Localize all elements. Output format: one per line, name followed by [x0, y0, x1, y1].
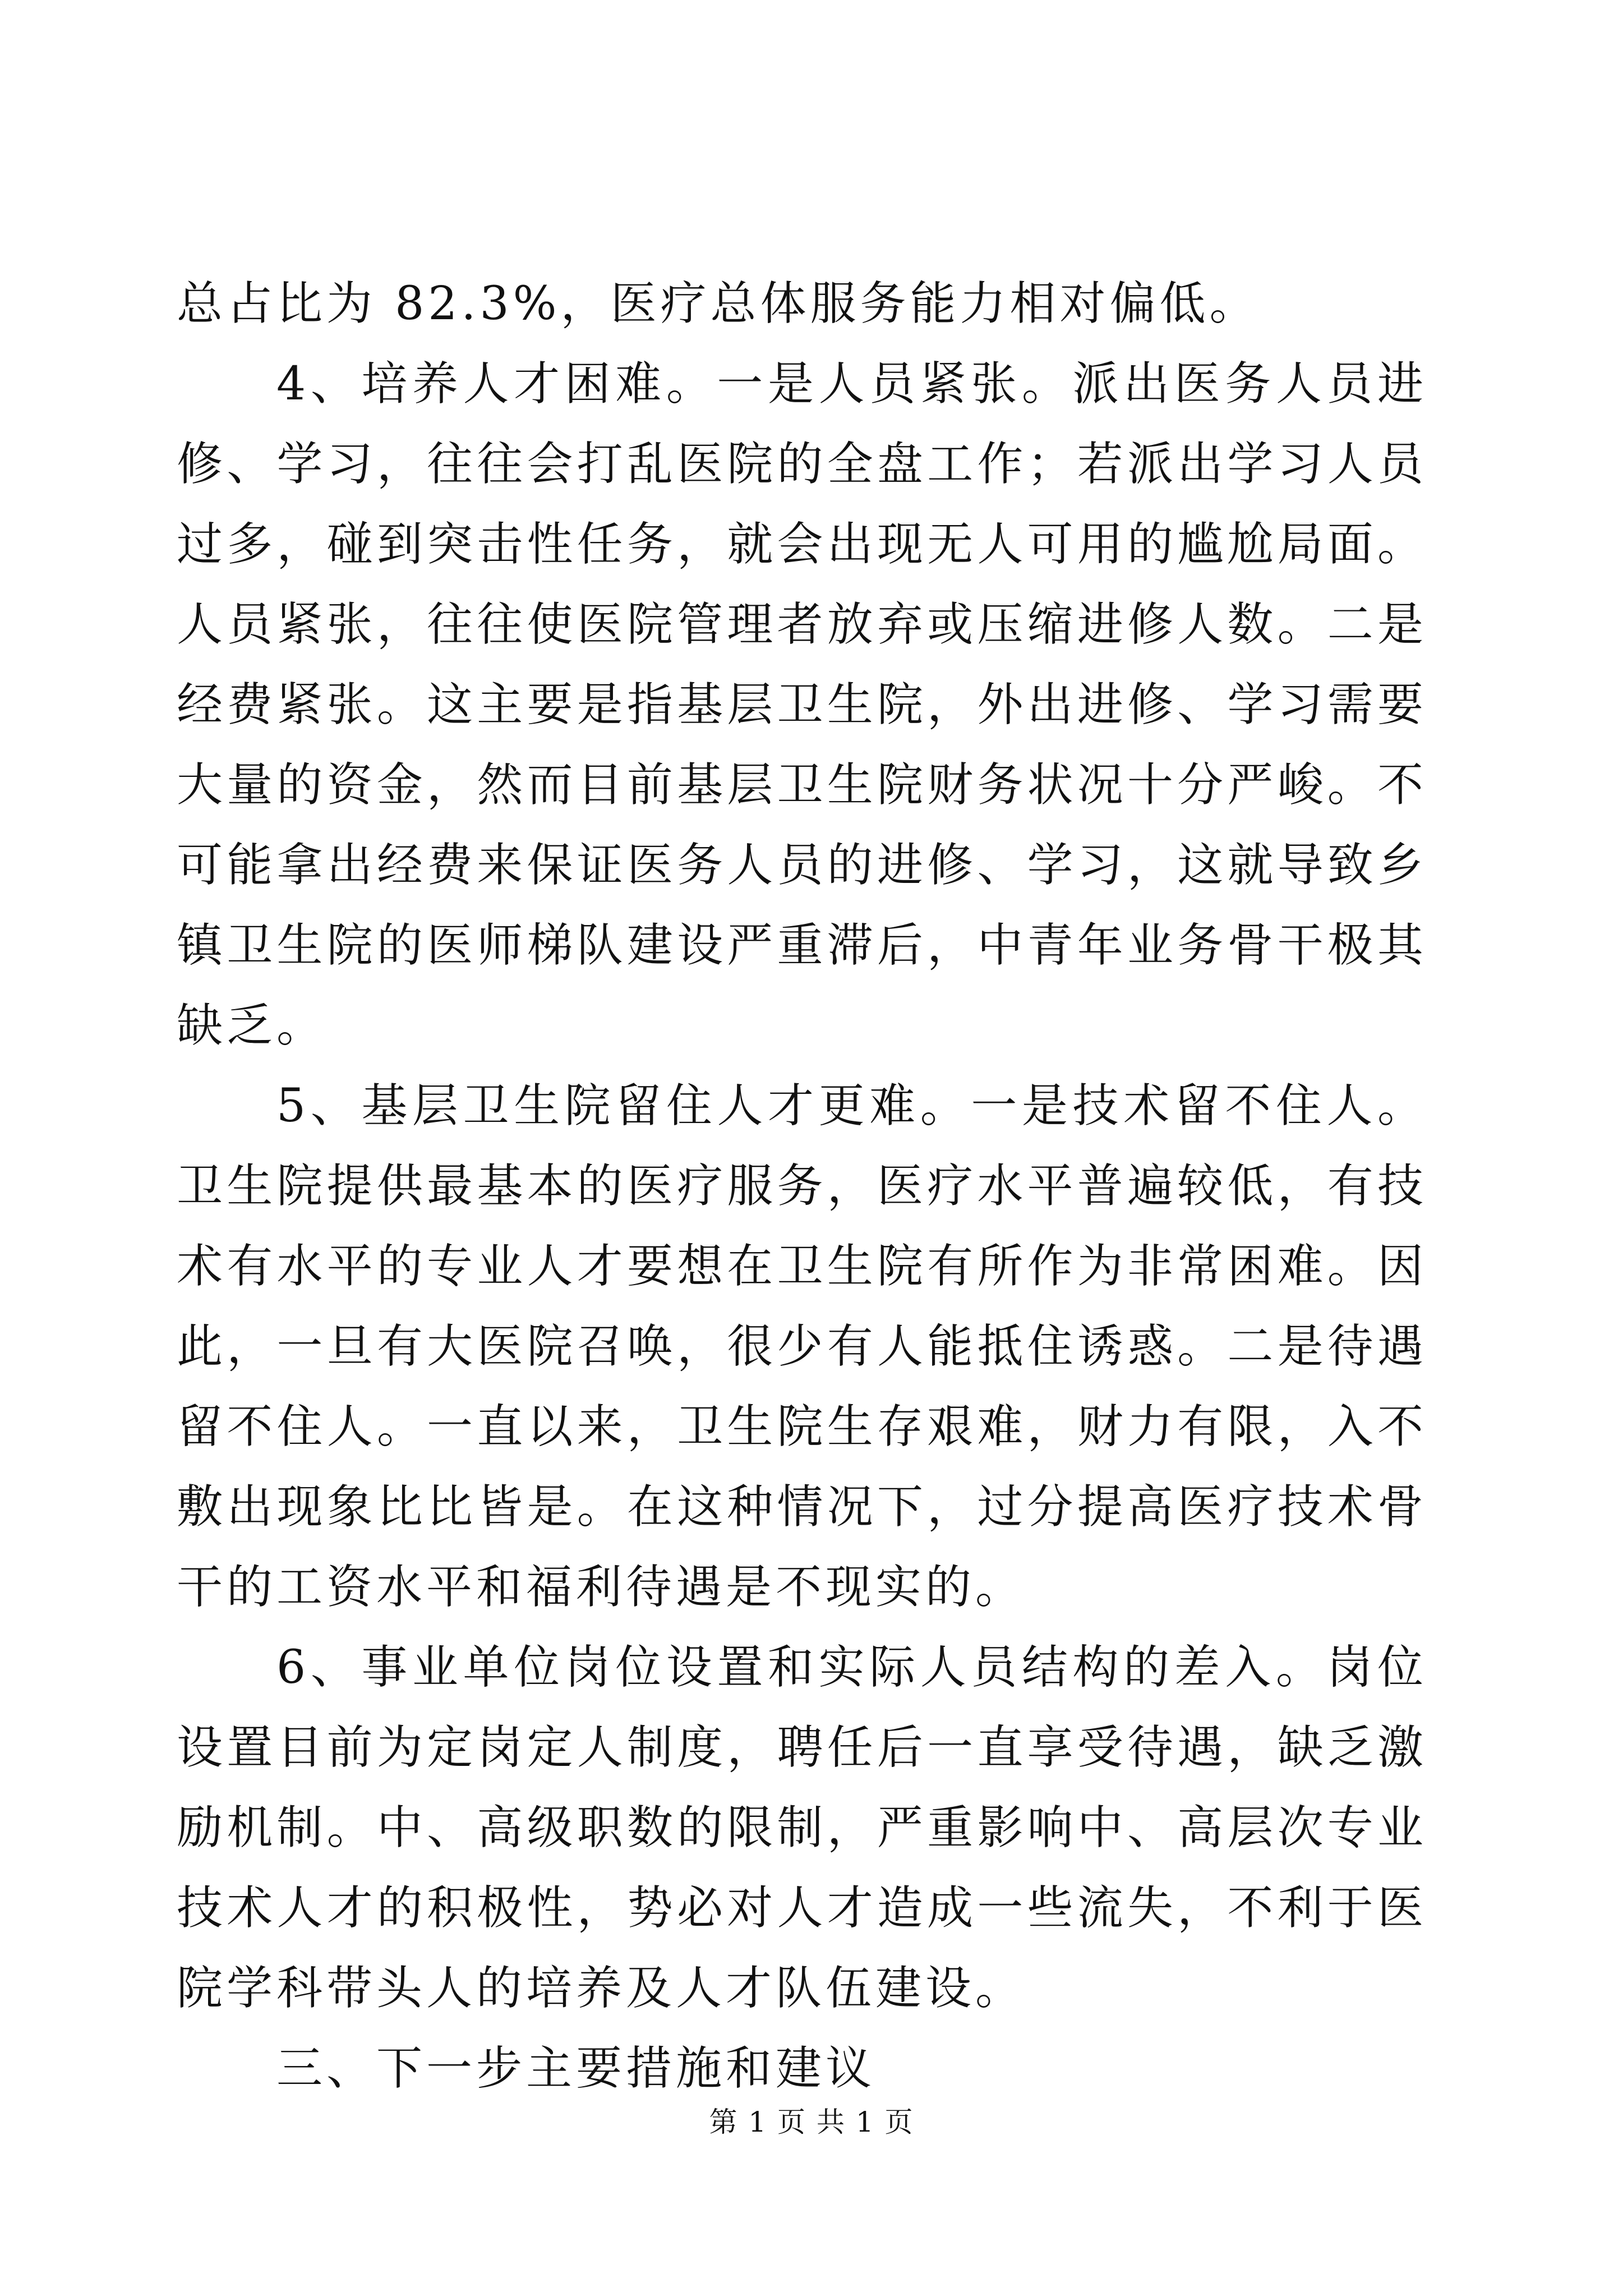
- paragraph-post-setting: 6、事业单位岗位设置和实际人员结构的差入。岗位设置目前为定岗定人制度，聘任后一直享受待遇，缺乏激励机制。中、高级职数的限制，严重影响中、高层次专业技术人才的积极性，势必对人才造成一些流失，不利于医院学科带头人的培养及人才队伍建设。: [177, 1641, 1427, 2015]
- section-heading: 三、下一步主要措施和建议: [276, 2042, 876, 2095]
- page-number-footer: 第 1 页 共 1 页: [709, 2106, 914, 2138]
- paragraph-continuation: 总占比为 82.3%，医疗总体服务能力相对偏低。: [177, 277, 1260, 330]
- paragraph-talent-training: 4、培养人才困难。一是人员紧张。派出医务人员进修、学习，往往会打乱医院的全盘工作；若派出学习人员过多，碰到突击性任务，就会出现无人可用的尴尬局面。人员紧张，往往使医院管理者放弃或压缩进修人数。二是经费紧张。这主要是指基层卫生院，外出进修、学习需要大量的资金，然而目前基层卫生院财务状况十分严峻。不可能拿出经费来保证医务人员的进修、学习，这就导致乡镇卫生院的医师梯队建设严重滞后，中青年业务骨干极其缺乏。: [177, 357, 1427, 1052]
- document-body: [177, 264, 1427, 2109]
- paragraph-talent-retention: 5、基层卫生院留住人才更难。一是技术留不住人。卫生院提供最基本的医疗服务，医疗水平普遍较低，有技术有水平的专业人才要想在卫生院有所作为非常困难。因此，一旦有大医院召唤，很少有人能抵住诱惑。二是待遇留不住人。一直以来，卫生院生存艰难，财力有限，入不敷出现象比比皆是。在这种情况下，过分提高医疗技术骨干的工资水平和福利待遇是不现实的。: [177, 1079, 1427, 1614]
